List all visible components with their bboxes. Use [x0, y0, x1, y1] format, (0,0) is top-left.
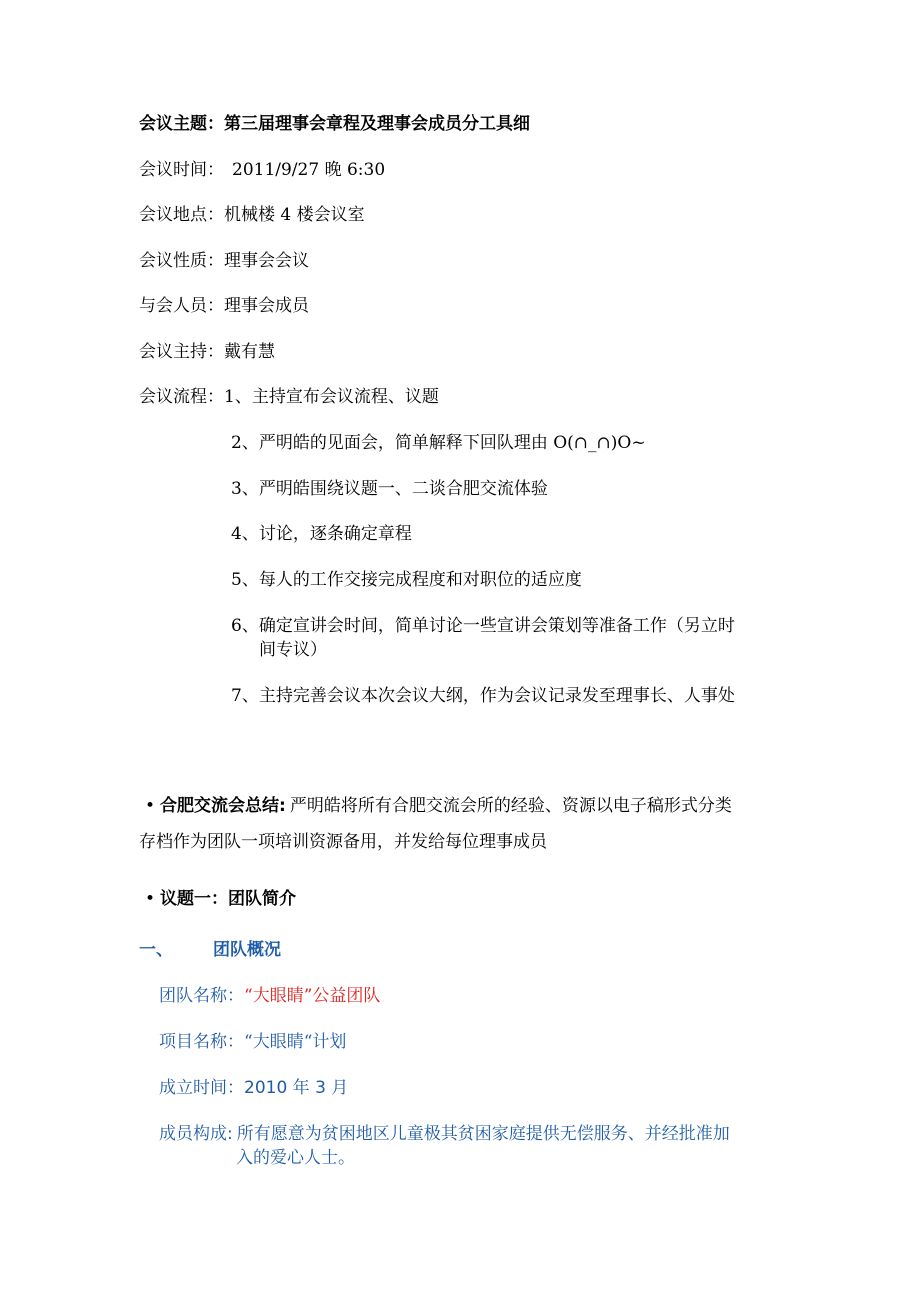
- meeting-host-label: 会议主持：: [139, 342, 224, 362]
- topic1-bullet: •: [145, 889, 156, 909]
- topic1-title: 议题一：团队简介: [160, 889, 297, 909]
- process-item-5: 5、每人的工作交接完成程度和对职位的适应度: [231, 570, 582, 590]
- meeting-place: [139, 203, 365, 227]
- meeting-theme: [139, 112, 530, 136]
- meeting-attendees-value: 理事会成员: [224, 296, 309, 316]
- section1-heading: [139, 938, 281, 962]
- process-item-1: 1、主持宣布会议流程、议题: [224, 387, 439, 407]
- meeting-time: [139, 158, 385, 182]
- meeting-place-value: 机械楼 4 楼会议室: [224, 205, 365, 225]
- meeting-theme-label: 会议主题：: [139, 114, 224, 134]
- meeting-place-label: 会议地点：: [139, 205, 224, 225]
- meeting-attendees: [139, 294, 309, 318]
- summary-label: 合肥交流会总结:: [160, 796, 286, 816]
- meeting-nature-value: 理事会会议: [224, 251, 309, 271]
- section1-title: 团队概况: [213, 940, 281, 960]
- summary-line-1: [145, 794, 732, 818]
- meeting-theme-value: 第三届理事会章程及理事会成员分工具细: [224, 114, 530, 134]
- team-name: [159, 984, 380, 1008]
- meeting-host-value: 戴有慧: [224, 342, 275, 362]
- process-item-6-continued: 间专议）: [259, 640, 327, 660]
- summary-bullet: •: [145, 796, 156, 816]
- team-founded-label: 成立时间：: [159, 1078, 244, 1098]
- team-members-label: 成员构成:: [159, 1124, 233, 1144]
- process-item-3: 3、严明皓围绕议题一、二谈合肥交流体验: [231, 479, 548, 499]
- summary-text-2: 存档作为团队一项培训资源备用，并发给每位理事成员: [139, 832, 547, 852]
- meeting-time-label: 会议时间：: [139, 160, 224, 180]
- team-members: [159, 1122, 730, 1146]
- meeting-process: [139, 385, 439, 409]
- team-project-value: “大眼睛“计划: [244, 1032, 347, 1052]
- process-item-2: 2、严明皓的见面会，简单解释下回队理由 O(∩_∩)O~: [231, 433, 646, 453]
- team-founded: [159, 1076, 348, 1100]
- meeting-nature-label: 会议性质：: [139, 251, 224, 271]
- meeting-attendees-label: 与会人员：: [139, 296, 224, 316]
- meeting-process-label: 会议流程：: [139, 387, 224, 407]
- meeting-host: [139, 340, 275, 364]
- summary-text-1: 严明皓将所有合肥交流会所的经验、资源以电子稿形式分类: [289, 796, 732, 816]
- team-name-value: “大眼睛”公益团队: [244, 986, 381, 1006]
- process-item-4: 4、讨论，逐条确定章程: [231, 524, 412, 544]
- team-project: [159, 1030, 346, 1054]
- team-founded-value: 2010 年 3 月: [244, 1078, 349, 1098]
- team-name-label: 团队名称：: [159, 986, 244, 1006]
- team-members-text-1: 所有愿意为贫困地区儿童极其贫困家庭提供无偿服务、并经批准加: [236, 1124, 730, 1144]
- process-item-6: 6、确定宣讲会时间，简单讨论一些宣讲会策划等准备工作（另立时: [231, 616, 735, 636]
- process-item-7: 7、主持完善会议本次会议大纲，作为会议记录发至理事长、人事处: [231, 686, 735, 706]
- team-project-label: 项目名称：: [159, 1032, 244, 1052]
- meeting-time-value: 2011/9/27 晚 6:30: [232, 160, 386, 180]
- section1-number: 一、: [139, 940, 173, 960]
- meeting-nature: [139, 249, 309, 273]
- team-members-text-2: 入的爱心人士。: [236, 1148, 355, 1168]
- topic1-heading: [145, 887, 296, 911]
